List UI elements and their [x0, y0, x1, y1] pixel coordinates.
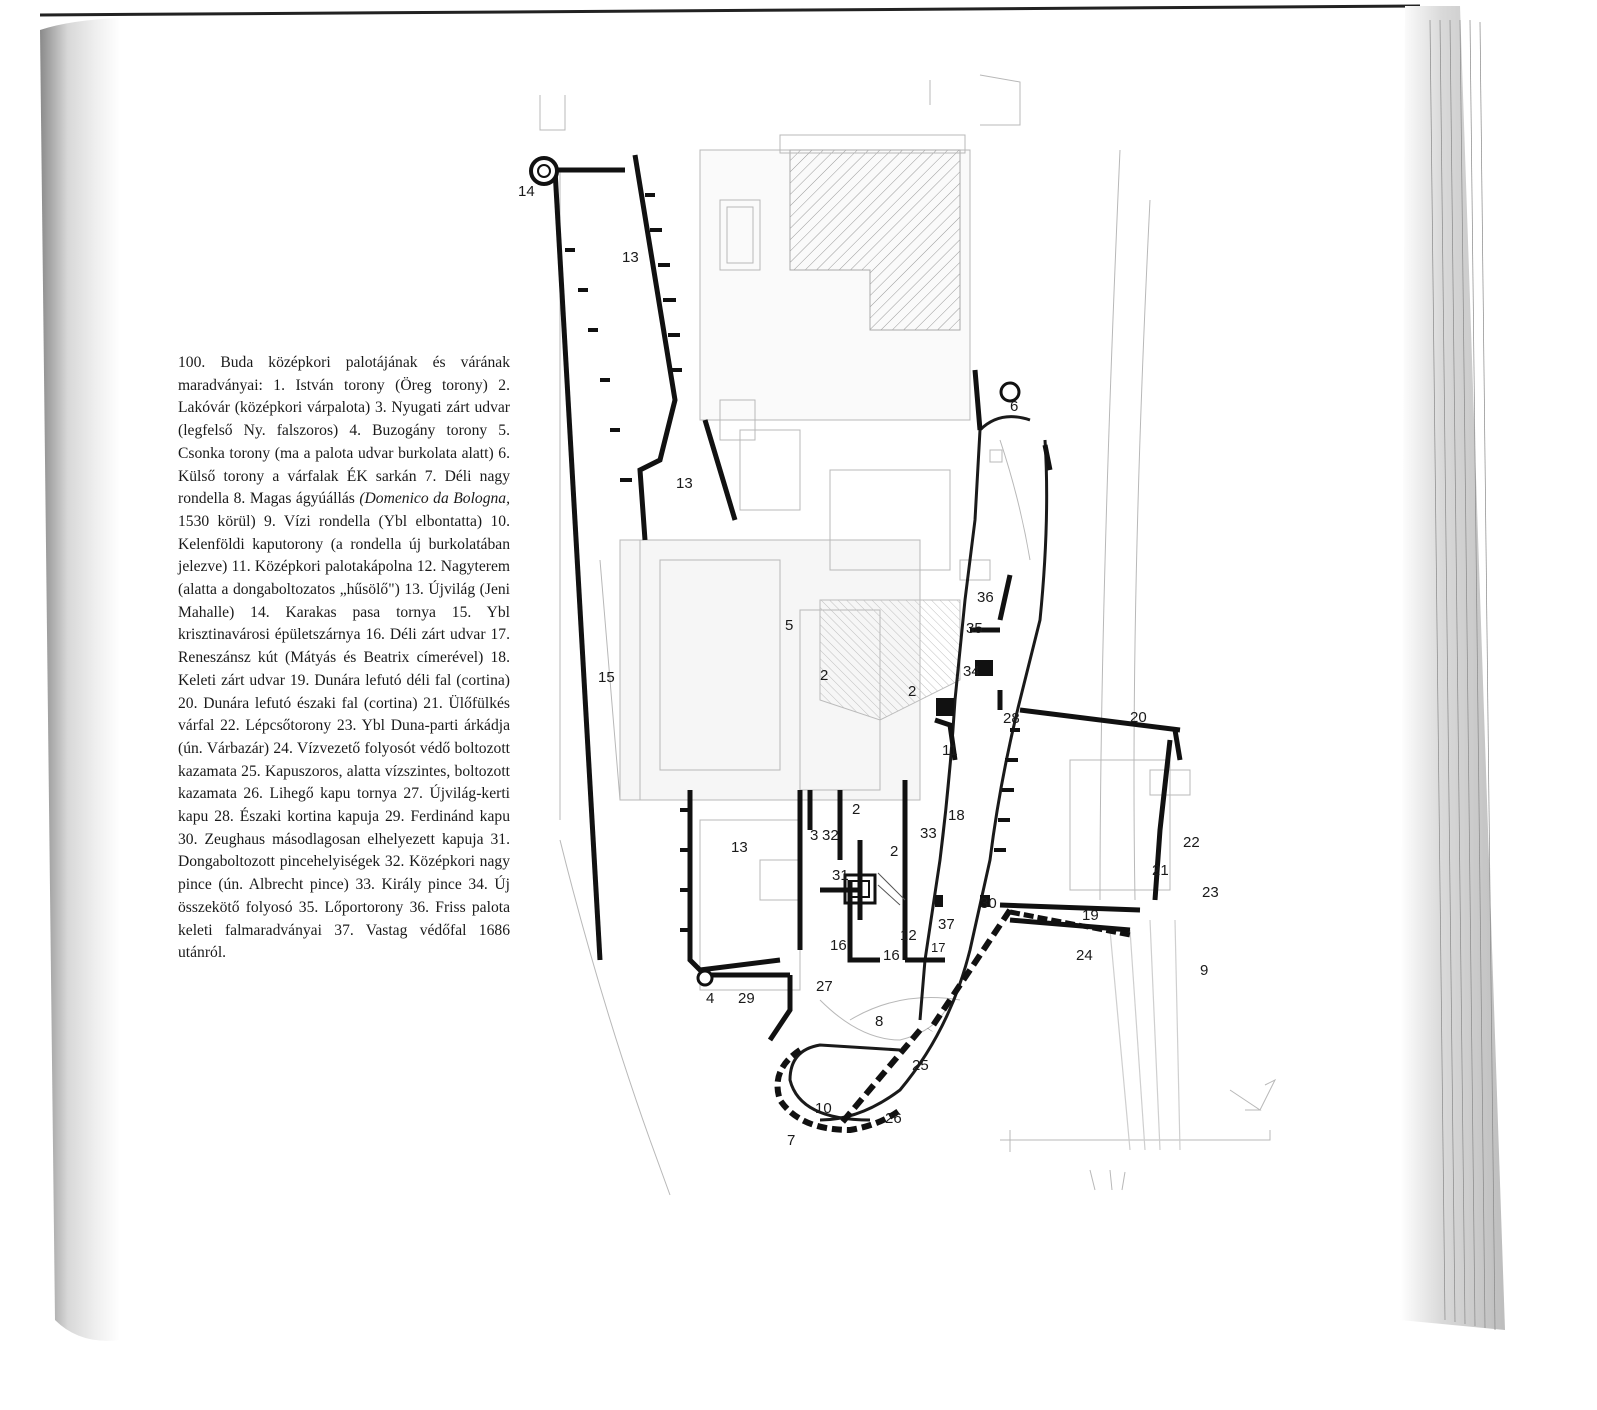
- plan-label: 16: [830, 937, 847, 954]
- plan-label: 2: [890, 843, 899, 860]
- plan-label: 17: [931, 940, 946, 955]
- plan-label: 11: [942, 742, 958, 759]
- caption-italic-segment: (Domenico da Bologna,: [359, 490, 511, 508]
- plan-label: 30: [980, 895, 997, 912]
- plan-label: 31: [832, 867, 849, 884]
- plan-label: 15: [598, 669, 615, 686]
- caption-segment: 1530 körül) 9. Vízi rondella (Ybl elbontatta) 10. Kelenföldi kaputorony (a rondella új burkolatában jelezve) 11. Középkori palotakápolna 12. Nagyterem (alatta a dongaboltozatos „hűsölő") 13. Újvilág (Jeni Mahalle) 14. Karakas pasa tornya 15. Ybl krisztinavárosi épületszárnya 16. Déli zárt udvar 17. Reneszánsz kút (Mátyás és Beatrix címerével) 18. Keleti zárt udvar 19. Dunára lefutó déli fal (cortina) 20. Dunára lefutó északi fal (cortina) 21. Ülőfülkés várfal 22. Lépcsőtorony 23. Ybl Duna-parti árkádja (ún. Várbazár) 24. Vízvezető folyosót védő boltozott kazamata 25. Kapuszoros, alatta vízszintes, boltozott kazamata 26. Lihegő kapu tornya 27. Újvilág-kerti kapu 28. Északi kortina kapuja 29. Ferdinánd kapu 30. Zeughaus másodlagosan elhelyezett kapuja 31. Dongaboltozott pincehelyiségek 32. Középkori nagy pince (ún. Albrecht pince) 33. Király pince 34. Új összekötő folyosó 35. Lőportorony 36. Friss palota keleti falmaradványai 37. Vastag védőfal 1686 utánról.: [178, 512, 510, 962]
- plan-label: 27: [816, 978, 833, 995]
- plan-label: 19: [1082, 907, 1099, 924]
- plan-label: 2: [820, 667, 829, 684]
- plan-label: 35: [966, 620, 983, 637]
- plan-label: 23: [1202, 884, 1219, 901]
- plan-label: 37: [938, 916, 955, 933]
- plan-label: 29: [738, 990, 755, 1007]
- plan-label: 14: [518, 183, 535, 200]
- plan-label: 7: [787, 1132, 796, 1149]
- plan-label: 5: [785, 617, 794, 634]
- plan-label: 13: [676, 475, 693, 492]
- plan-label: 12: [900, 927, 917, 944]
- plan-label: 8: [875, 1013, 884, 1030]
- plan-label: 2: [908, 683, 917, 700]
- plan-label: 2: [852, 801, 861, 818]
- plan-label: 28: [1003, 710, 1020, 727]
- plan-label: 33: [920, 825, 937, 842]
- plan-label: 34: [963, 663, 980, 680]
- caption-segment: 100. Buda középkori palotájának és várának maradványai: 1. István torony (Öreg torony) 2. Lakóvár (középkori várpalota) 3. Nyugati zárt udvar (legfelső Ny. falszoros) 4. Buzogány torony 5. Csonka torony (ma a palota udvar burkolata alatt) 6. Külső torony a várfalak ÉK sarkán 7. Déli nagy rondella 8. Magas ágyúállás: [178, 354, 510, 508]
- plan-label: 25: [912, 1057, 929, 1074]
- plan-label: 3: [810, 827, 819, 844]
- plan-label: 16: [883, 947, 900, 964]
- plan-label: 32: [822, 827, 839, 844]
- plan-label: 6: [1010, 398, 1019, 415]
- plan-label: 26: [885, 1110, 902, 1127]
- plan-label: 20: [1130, 709, 1147, 726]
- plan-label: 10: [815, 1100, 832, 1117]
- plan-label: 18: [948, 807, 965, 824]
- plan-label: 13: [731, 839, 748, 856]
- plan-label: 24: [1076, 947, 1093, 964]
- plan-label: 21: [1152, 862, 1169, 879]
- plan-label: 36: [977, 589, 994, 606]
- plan-label: 9: [1200, 962, 1209, 979]
- plan-label: 13: [622, 249, 639, 266]
- plan-label: 22: [1183, 834, 1200, 851]
- plan-label: 4: [706, 990, 715, 1007]
